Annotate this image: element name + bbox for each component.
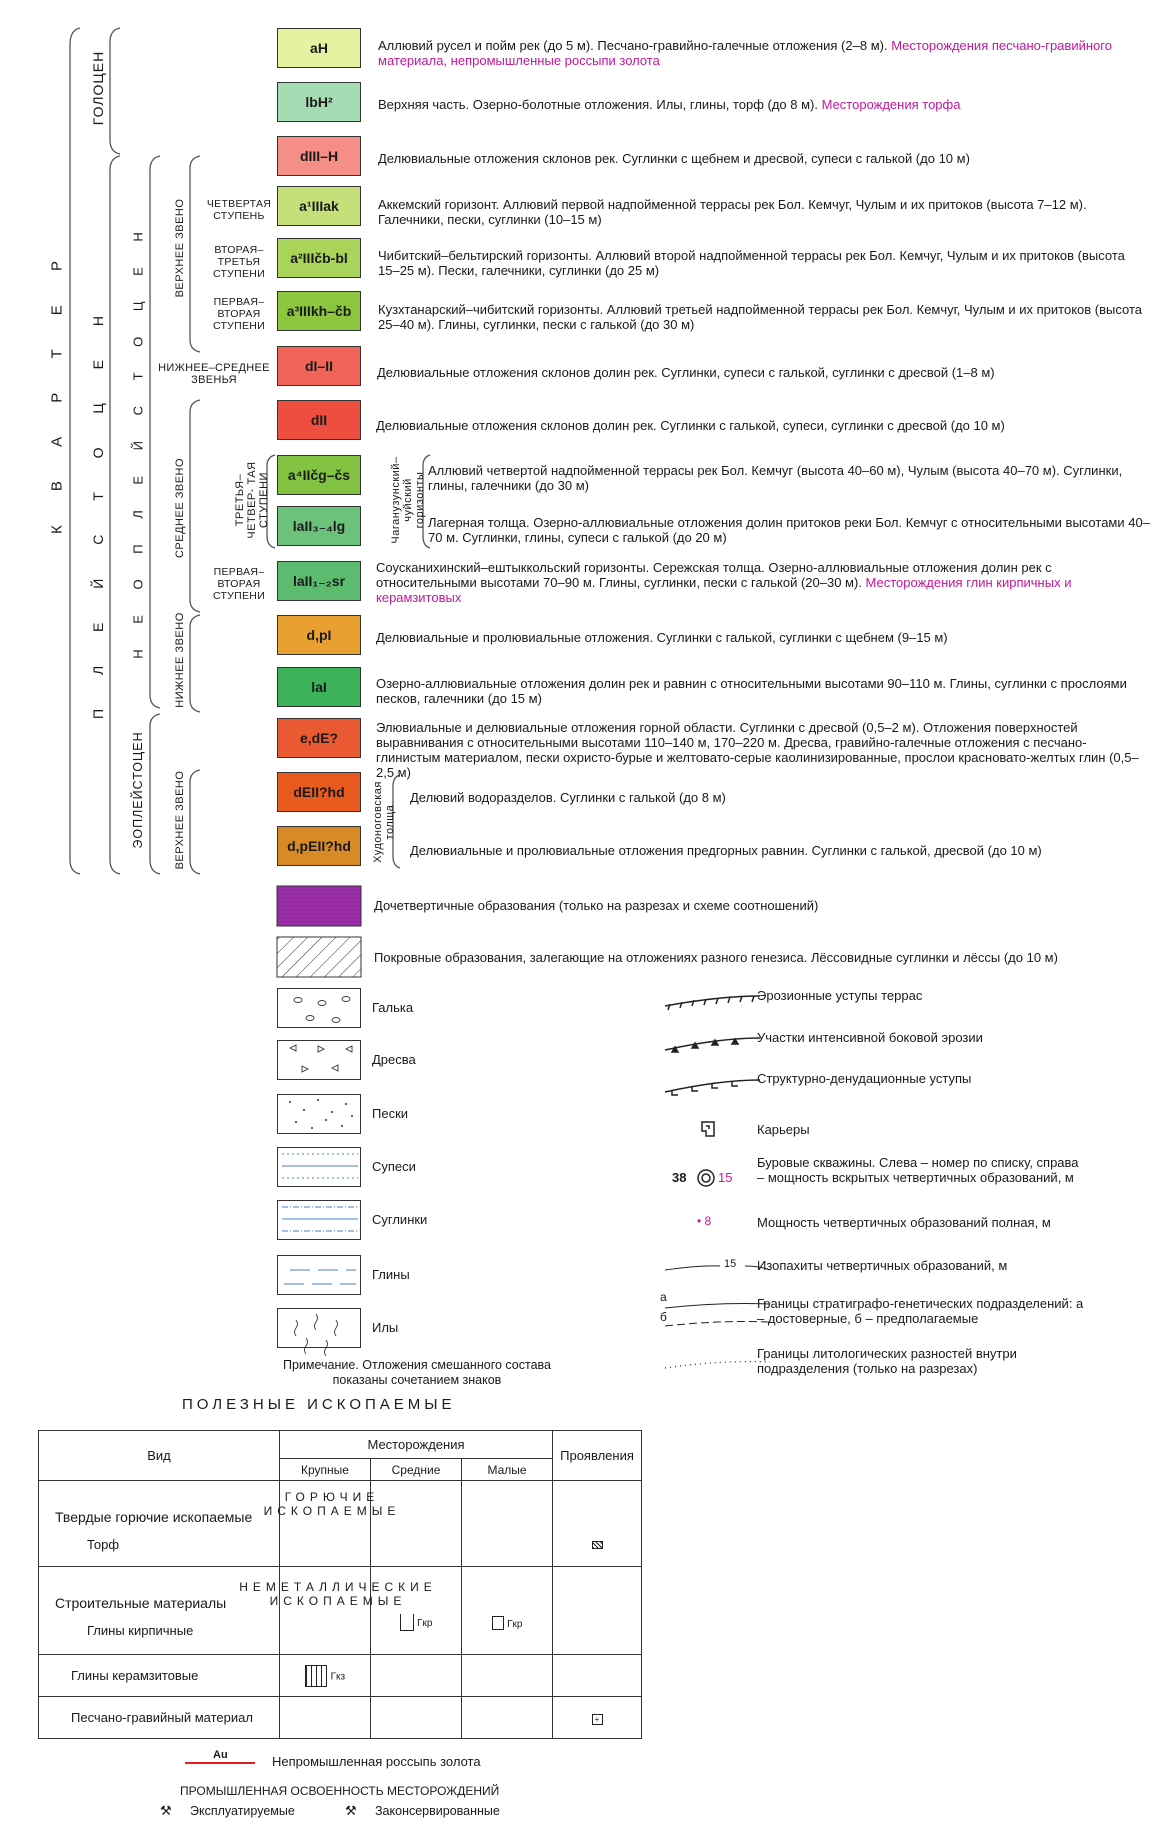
well-thickness: 15 [718,1170,733,1185]
unit-deposit-note: Месторождения песчано-гравийного материала, непромышленные россыпи золота [378,38,1112,68]
symbol-label: Участки интенсивной боковой эрозии [757,1030,983,1045]
col-mest: Месторождения [280,1431,553,1459]
gkr-mid: Гкр [417,1617,433,1629]
step12-label: ПЕРВАЯ– ВТОРАЯ СТУПЕНИ [212,296,266,332]
unit-description-text: Делювиальные и пролювиальные отложения предгорных равнин. Суглинки с галькой, дресвой (до 10 м) [410,843,1042,858]
unit-box: a⁴IIčg–čs [277,455,361,495]
au-label: Au [213,1749,228,1761]
col-small: Малые [462,1459,553,1481]
cover-deposits-swatch [277,937,361,977]
unit-description-text: Дочетвертичные образования (только на разрезах и схеме соотношений) [374,898,819,913]
golocen-bracket [110,28,120,154]
pesch-occurrence: + [553,1697,642,1739]
srednee-bracket [190,400,200,612]
lithology-label: Супеси [372,1159,416,1174]
verhnee-zveno-label: ВЕРХНЕЕ ЗВЕНО [174,198,186,298]
kirp-label: Глины кирпичные [87,1623,194,1638]
boundary-a-label: а [660,1290,667,1304]
eopleistocen-label: ЭОПЛЕЙСТОЦЕН [131,731,145,849]
symbol-label: Границы стратиграфо-генетических подразделений: а – достоверные, б – предполагаемые [757,1296,1084,1326]
unit-description [378,38,1150,68]
osvoen-label: ПРОМЫШЛЕННАЯ ОСВОЕННОСТЬ МЕСТОРОЖДЕНИЙ [180,1784,500,1798]
nizhnee-srednee-label: НИЖНЕЕ–СРЕДНЕЕ ЗВЕНЬЯ [158,362,270,386]
isopach-value: 15 [724,1258,737,1270]
lithology-label: Дресва [372,1052,416,1067]
well-number: 38 [672,1170,687,1185]
symbol-label: Карьеры [757,1122,810,1137]
torf-label: Торф [87,1537,120,1552]
lithology-swatch [277,1040,361,1080]
unit-description [374,898,1150,913]
symbol-label: Эрозионные уступы террас [757,988,923,1003]
verhnee2-bracket [190,770,200,874]
unit-box: dII [277,400,361,440]
expl-icon: ⚒ [160,1803,172,1818]
unit-description-text: Делювий водоразделов. Суглинки с галькой (до 8 м) [410,790,726,805]
lithology-label: Илы [372,1320,399,1335]
lithology-swatch [277,1147,361,1187]
pesch-label: Песчано-гравийный материал [39,1697,280,1739]
unit-description [378,97,1150,112]
placer-label: Непромышленная россыпь золота [272,1754,481,1769]
lithology-swatch [277,1255,361,1295]
unit-description-text: Аллювий четвертой надпойменной террасы рек Бол. Кемчуг (высота 40–60 м), Чулым (высота 40–70 м). Суглинки, глины, галечники (до 30 м) [428,463,1123,493]
g1-sub: Твердые горючие ископаемые [55,1509,253,1525]
verhnee-zveno2-label: ВЕРХНЕЕ ЗВЕНО [174,770,186,870]
pre-quaternary-swatch [277,886,361,926]
unit-description [428,463,1150,493]
lithology-label: Галька [372,1000,414,1015]
lithology-swatch [277,1200,361,1240]
unit-description-text: Соусканихинский–ештыккольский горизонты. Сережская толща. Озерно-аллювиальные отложения долин рек с относительными высотами 70–90 м. Глины, суглинки, пески с галькой (20–30 м). [376,560,1052,590]
unit-box: aH [277,28,361,68]
symbol-label: Изопахиты четвертичных образований, м [757,1258,1008,1273]
unit-box: a³IIIkh–čb [277,291,361,331]
unit-description-text: Покровные образования, залегающие на отложениях разного генезиса. Лёссовидные суглинки и лёссы (до 10 м) [374,950,1058,965]
unit-description [378,197,1150,227]
pleistocen-label: П Л Е Й С Т О Ц Е Н [90,300,106,720]
unit-description-text: Чибитский–бельтирский горизонты. Аллювий второй надпойменной террасы рек Бол. Кемчуг, Чулым и их притоков (высота 15–25 м). Пески, галечники, суглинки (до 25 м) [378,248,1125,278]
lithology-swatch [277,1094,361,1134]
unit-box: dI–II [277,346,361,386]
keram-large [280,1655,371,1697]
unit-description [376,676,1150,706]
unit-description-text: Делювиальные отложения склонов долин рек. Суглинки с галькой, супеси, суглинки с дресвой (до 10 м) [376,418,1005,433]
step23-label: ВТОРАЯ– ТРЕТЬЯ СТУПЕНИ [212,244,266,280]
unit-description-text: Элювиальные и делювиальные отложения горной области. Суглинки с дресвой (0,5–2 м). Отложения поверхностей выравнивания с относительными высотами 110–140 м, 170–220 м. Дресва, гравийно-галечные отложения с песчано-глинистым материалом, пески охристо-бурые и желтовато-серые каолинизированные, прослои красновато-желтых глин (0,5–2,5 м) [376,720,1139,780]
kvarter-label: К В А Р Т Е Р [48,246,66,534]
step34-label: ТРЕТЬЯ–ЧЕТВЕР- ТАЯ СТУПЕНИ [234,461,270,539]
unit-box: lbH² [277,82,361,122]
symbol-label: Буровые скважины. Слева – номер по списку, справа – мощность вскрытых четвертичных образований, м [757,1155,1079,1185]
gkz-label: Гкз [330,1670,346,1682]
unit-description-text: Аккемский горизонт. Аллювий первой надпойменной террасы рек Бол. Кемчуг, Чулым и их притоков (высота 7–12 м). Галечники, пески, суглинки (10–15 м) [378,197,1087,227]
unit-description [374,950,1150,965]
unit-box: a¹IIIak [277,186,361,226]
torf-occurrence [553,1481,642,1567]
unit-description [410,843,1150,858]
nizhnee-bracket [190,615,200,712]
unit-description [376,560,1150,605]
verhnee-bracket [190,156,200,352]
col-mid: Средние [371,1459,462,1481]
unit-box: a²IIIčb-bl [277,238,361,278]
unit-description [378,248,1150,278]
step12b-label: ПЕРВАЯ– ВТОРАЯ СТУПЕНИ [212,566,266,602]
pleistocen-bracket [110,156,120,874]
step4-label: ЧЕТВЕРТАЯ СТУПЕНЬ [206,198,272,222]
col-large: Крупные [280,1459,371,1481]
minerals-title: ПОЛЕЗНЫЕ ИСКОПАЕМЫЕ [182,1396,456,1413]
eopleistocen-bracket [150,714,160,874]
unit-deposit-note: Месторождения глин кирпичных и керамзитовых [376,575,1072,605]
unit-box: laI [277,667,361,707]
zakons-label: Законсервированные [375,1804,500,1818]
unit-description-text: Кузхтанарский–чибитский горизонты. Аллювий третьей надпойменной террасы рек Бол. Кемчуг, Чулым и их притоков (высота 25–40 м). Глины, суглинки, пески с галькой (до 30 м) [378,302,1142,332]
unit-box: d,pI [277,615,361,655]
symbol-label: Мощность четвертичных образований полная, м [757,1215,1051,1230]
unit-description-text: Делювиальные и пролювиальные отложения. Суглинки с галькой, суглинки с щебнем (9–15 м) [376,630,948,645]
g1-title: ГОРЮЧИЕ ИСКОПАЕМЫЕ [263,1490,401,1518]
unit-description-text: Аллювий русел и пойм рек (до 5 м). Песчано-гравийно-галечные отложения (2–8 м). [378,38,892,53]
g2-title: НЕМЕТАЛЛИЧЕСКИЕ ИСКОПАЕМЫЕ [239,1580,437,1608]
boundary-b-label: б [660,1310,667,1324]
unit-description-text: Делювиальные отложения склонов рек. Суглинки с щебнем и дресвой, супеси с галькой (до 10 м) [378,151,970,166]
neopleistocen-bracket [150,156,160,708]
unit-description [376,720,1150,780]
golocen-label: ГОЛОЦЕН [90,50,106,126]
hudon-label: Худоноговская толща [372,781,396,863]
mixed-note: Примечание. Отложения смешанного состава показаны сочетанием знаков [283,1358,551,1387]
unit-description [378,151,1150,166]
unit-description-text: Озерно-аллювиальные отложения долин рек и равнин с относительными высотами 90–110 м. Глины, суглинки с прослоями песков, галечники (до 15 м) [376,676,1127,706]
lithology-label: Глины [372,1267,410,1282]
gkr-small: Гкр [507,1618,523,1630]
symbol-label: Структурно-денудационные уступы [757,1071,972,1086]
unit-deposit-note: Месторождения торфа [821,97,961,112]
nizhnee-zveno-label: НИЖНЕЕ ЗВЕНО [174,612,186,708]
unit-box: dEII?hd [277,772,361,812]
chagan-label: Чаганузунский– чуйский горизонты [390,456,426,544]
col-vid: Вид [39,1431,280,1481]
unit-box: dIII–H [277,136,361,176]
unit-box: laII₃₋₄lg [277,506,361,546]
kvarter-bracket [70,28,80,874]
zakons-icon: ⚒ [345,1803,357,1818]
srednee-zveno-label: СРЕДНЕЕ ЗВЕНО [174,457,186,559]
dot-thickness: • 8 [697,1214,712,1228]
lithology-swatch [277,988,361,1028]
unit-description [376,630,1150,645]
unit-description-text: Верхняя часть. Озерно-болотные отложения. Илы, глины, торф (до 8 м). [378,97,822,112]
unit-description-text: Лагерная толща. Озерно-аллювиальные отложения долин притоков реки Бол. Кемчуг с относительными высотами 40–70 м. Суглинки, глины, супеси с галькой (до 20 м) [428,515,1150,545]
lithology-swatch [277,1308,361,1348]
lithology-label: Суглинки [372,1212,428,1227]
unit-box: e,dE? [277,718,361,758]
unit-description [410,790,1150,805]
unit-description [378,302,1150,332]
neopleistocen-label: Н Е О П Л Е Й С Т О Ц Е Н [130,221,146,659]
unit-box: laII₁₋₂sr [277,561,361,601]
keram-label: Глины керамзитовые [39,1655,280,1697]
unit-description [428,515,1150,545]
col-prov: Проявления [553,1431,642,1481]
unit-box: d,pEII?hd [277,826,361,866]
unit-description [376,418,1150,433]
expl-label: Эксплуатируемые [190,1804,295,1818]
g2-sub: Строительные материалы [55,1595,227,1611]
lithology-label: Пески [372,1106,409,1121]
unit-description-text: Делювиальные отложения склонов долин рек. Суглинки, супеси с галькой, суглинки с дресвой (1–8 м) [377,365,995,380]
symbol-label: Границы литологических разностей внутри подразделения (только на разрезах) [757,1346,1017,1376]
unit-description [377,365,1150,380]
